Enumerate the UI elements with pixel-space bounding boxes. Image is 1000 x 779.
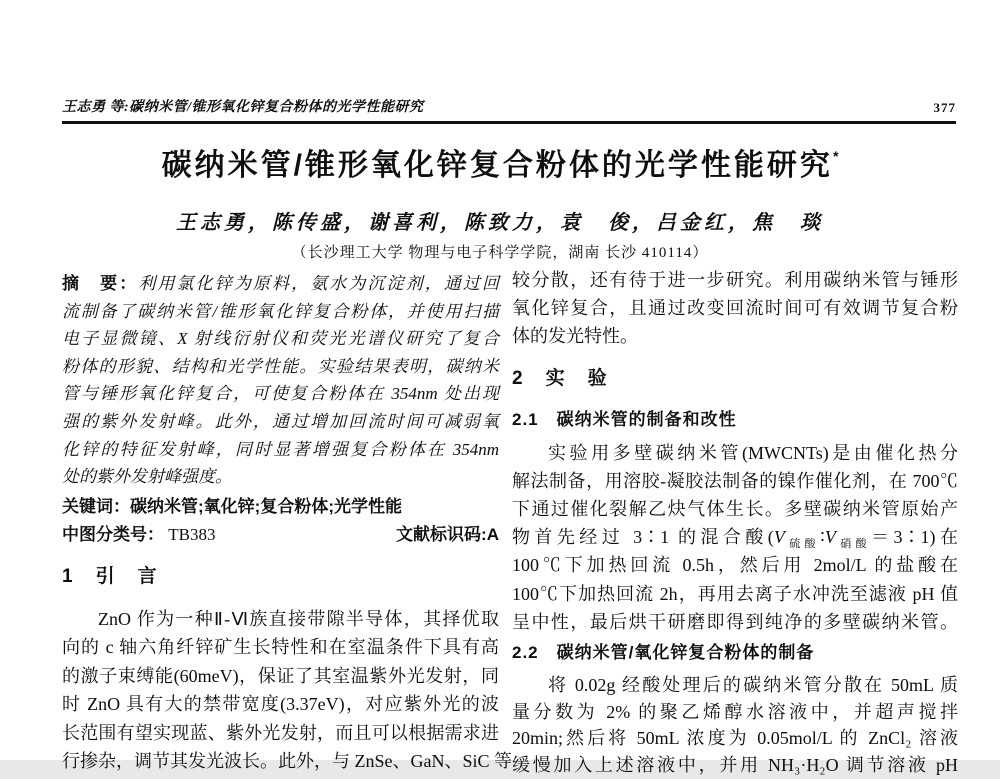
paper-title-text: 碳纳米管/锥形氧化锌复合粉体的光学性能研究 xyxy=(161,149,833,182)
doc-type-code: 文献标识码:A xyxy=(396,524,499,544)
body-line: 实验用多壁碳纳米管(MWCNTs)是由催化热分 xyxy=(548,442,958,463)
body-line: 将 0.02g 经酸处理后的碳纳米管分散在 50mL 质 xyxy=(548,674,958,695)
intro-line: ZnO 作为一种Ⅱ-Ⅵ族直接带隙半导体，其择优取 xyxy=(98,608,499,629)
running-header xyxy=(62,96,956,124)
subscript-nitric: 硝酸 xyxy=(835,538,872,551)
clc-code: TB383 xyxy=(168,524,216,544)
section-heading-experiment: 2 实 验 xyxy=(512,367,609,389)
abstract-label: 摘 要： xyxy=(62,274,139,293)
section-heading-intro: 1 引 言 xyxy=(62,565,159,587)
body-line: 100℃下加热回流 2h，再用去离子水冲洗至滤液 pH 值 xyxy=(512,583,958,604)
body-line: 下通过催化裂解乙炔气体生长。多壁碳纳米管原始产 xyxy=(512,498,958,519)
intro-line: 时 ZnO 具有大的禁带宽度(3.37eV)，对应紫外光的波 xyxy=(62,694,499,715)
body-line: 体的发光特性。 xyxy=(512,326,638,347)
intro-line: 长范围有望实现蓝、紫外光发射，而且可以根据需求进 xyxy=(62,722,499,743)
abstract-line: 电子显微镜、X 射线衍射仪和荧光光谱仪研究了复合 xyxy=(62,329,499,349)
title-footnote-mark: * xyxy=(832,148,839,164)
body-line: 解法制备，用溶胶-凝胶法制备的镍作催化剂，在 700℃ xyxy=(512,470,958,491)
abstract-line: 处的紫外发射峰强度。 xyxy=(62,467,232,487)
abstract-line: 摘 要：利用氯化锌为原料，氨水为沉淀剂，通过回 xyxy=(62,274,500,293)
clc-label: 中图分类号： xyxy=(62,524,164,544)
body-line-acid-ratio: 物首先经过 3∶1 的混合酸$(V_{硫酸}∶V_{硝酸}=3∶1)$在 xyxy=(512,527,958,551)
keywords-line xyxy=(62,493,499,521)
body-line: 量分数为 2% 的聚乙烯醇水溶液中，并超声搅拌 xyxy=(512,701,958,722)
volume-variable: V xyxy=(773,527,785,548)
body-line: 20min;然后将 50mL 浓度为 0.05mol/L 的 ZnCl₂ 溶液 xyxy=(512,728,958,749)
page-number: 377 xyxy=(933,100,956,115)
abstract-line: 流制备了碳纳米管/锥形氧化锌复合粉体，并使用扫描 xyxy=(62,301,499,321)
intro-line: 的激子束缚能(60meV)，保证了其室温紫外光发射，同 xyxy=(62,665,499,686)
left-column xyxy=(62,270,512,776)
subsection-heading-2-2: 2.2 碳纳米管/氧化锌复合粉体的制备 xyxy=(512,642,815,662)
subsection-heading-2-1: 2.1 碳纳米管的制备和改性 xyxy=(512,409,737,429)
clc-left xyxy=(62,521,215,549)
intro-line: 行掺杂，调节其发光波长。此外，与 ZnSe、GaN、SiC 等 xyxy=(62,751,512,772)
paper-title xyxy=(0,140,1000,184)
subscript-sulfuric: 硫酸 xyxy=(784,538,821,551)
body-line: 氧化锌复合，且通过改变回流时间可有效调节复合粉 xyxy=(512,298,958,319)
running-header-title: 王志勇 等:碳纳米管/锥形氧化锌复合粉体的光学性能研究 xyxy=(62,100,424,115)
right-column xyxy=(512,266,958,779)
abstract-line: 强的紫外发射峰。此外，通过增加回流时间可减弱氧 xyxy=(62,411,499,431)
abstract-line: 管与锤形氧化锌复合，可使复合粉体在 354nm 处出现 xyxy=(62,384,499,404)
authors-line: 王志勇，陈传盛，谢喜利，陈致力，袁 俊，吕金红，焦 琰 xyxy=(176,212,824,234)
affiliation-line: （长沙理工大学 物理与电子科学学院，湖南 长沙 410114） xyxy=(291,245,709,261)
body-line: 呈中性，最后烘干研磨即得到纯净的多壁碳纳米管。 xyxy=(512,611,958,632)
body-line: 较分散，还有待于进一步研究。利用碳纳米管与锤形 xyxy=(512,270,958,290)
keywords-text: 碳纳米管;氧化锌;复合粉体;光学性能 xyxy=(130,496,402,516)
body-line: 100℃下加热回流 0.5h，然后用 2mol/L 的盐酸在 xyxy=(512,555,958,576)
volume-variable: V xyxy=(824,527,836,548)
classification-line xyxy=(62,521,499,549)
body-line: 缓慢加入上述溶液中，并用 NH₃·H₂O 调节溶液 pH xyxy=(512,755,958,776)
keywords-label: 关键词： xyxy=(62,496,130,516)
abstract-line: 粉体的形貌、结构和光学性能。实验结果表明，碳纳米 xyxy=(62,356,499,376)
intro-line: 向的 c 轴六角纤锌矿生长特性和在室温条件下具有高 xyxy=(62,637,499,658)
abstract-line: 化锌的特征发射峰，同时显著增强复合粉体在 354nm xyxy=(62,439,499,459)
